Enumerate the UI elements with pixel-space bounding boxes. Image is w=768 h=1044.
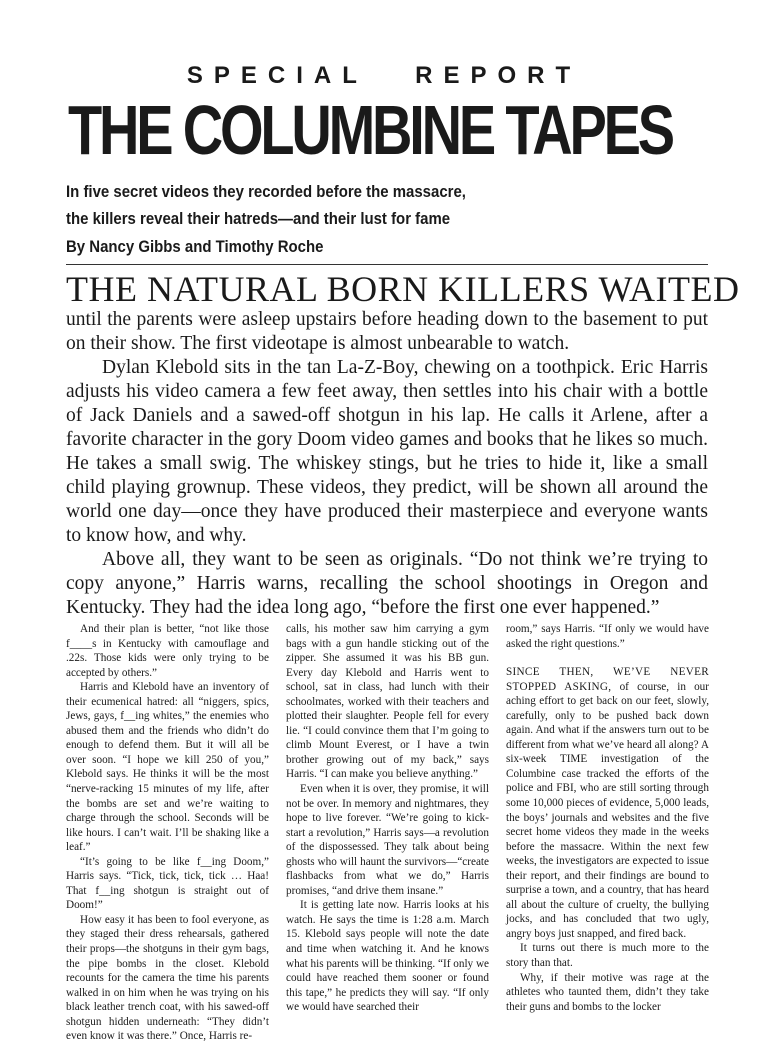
section-body: of course, in our aching effort to get back on our feet, slowly, carefully, only to be pushed back down again. And what if the answers turn out to be different from what we’ve heard all along? A six-week TIME investigation of the Columbine case tracked the efforts of the police and FBI, who are still sorting through some 10,000 pieces of evidence, 5,000 leads, the boys’ journals and websites and the five secret home videos they made in the weeks before the massacre. Within the next few weeks, the investigators are expected to issue their report, and their findings are bound to surprise a town, and a country, that has heard all about the culture of cruelty, the bullying jocks, and has concluded that two ugly, angry boys just snapped, and fired back.	[506, 680, 710, 940]
body-paragraph: room,” says Harris. “If only we would have asked the right questions.”	[506, 623, 709, 650]
lead-in-heading: THE NATURAL BORN KILLERS WAITED	[66, 269, 740, 309]
body-paragraph: Why, if their motive was rage at the athletes who taunted them, didn’t they take their guns and bombs to the locker	[506, 971, 709, 1013]
body-paragraph: Harris and Klebold have an inventory of their ecumenical hatred: all “niggers, spics, Jews, gays, f__ing whites,” the enemies who abused them and the friends who didn’t do enough to defend them. But it will all be over soon. “I hope we kill 250 of you,” Klebold says. He thinks it will be the most “nerve-racking 15 minutes of my life, after the bombs are set and we’re waiting to charge through the school. Seconds will be like hours. I can’t wait. I’ll be shaking like a leaf.”	[66, 681, 269, 854]
dek-line-2: the killers reveal their hatreds—and their lust for fame	[66, 209, 451, 228]
intro-text	[66, 308, 708, 620]
body-paragraph: “It’s going to be like f__ing Doom,” Harris says. “Tick, tick, tick, tick … Haa! That f__ing shotgun is straight out of Doom!”	[66, 855, 269, 912]
body-paragraph: And their plan is better, “not like those f____s in Kentucky with camouflage and .22s. Those kids were only trying to be accepted by others.”	[66, 623, 269, 679]
byline: By Nancy Gibbs and Timothy Roche	[66, 237, 324, 256]
body-column-2	[286, 622, 489, 1022]
body-paragraph: How easy it has been to fool everyone, as they staged their dress rehearsals, gathered their props—the shotguns in their gym bags, the pipe bombs in the closet. Klebold recounts for the camera the time his parents walked in on him when he was trying on his black leather trench coat, with his sawed-off shotgun hidden underneath: “They didn’t even know it was there.” Once, Harris re-	[66, 913, 269, 1043]
article-dek	[66, 178, 686, 232]
body-paragraph: Even when it is over, they promise, it will not be over. In memory and nightmares, they hope to live forever. “We’re going to kick-start a revolution,” Harris says—a revolution of the dispossessed. They talk about being ghosts who will haunt the survivors—“create flashbacks from what we do,” Harris promises, “and drive them insane.”	[286, 783, 489, 897]
intro-paragraph: until the parents were asleep upstairs before heading down to the basement to put on their show. The first videotape is almost unbearable to watch.	[66, 309, 708, 354]
section-paragraph	[506, 665, 709, 941]
intro-paragraph: Dylan Klebold sits in the tan La-Z-Boy, chewing on a toothpick. Eric Harris adjusts his video camera a few feet away, then settles into his chair with a bottle of Jack Daniels and a sawed-off shotgun in his lap. He calls it Arlene, after a favorite character in the gory Doom video games and books that he likes so much. He takes a small swig. The whiskey stings, but he tries to hide it, like a small child playing grownup. These videos, they predict, will be shown all around the world one day—once they have produced their masterpiece and everyone wants to know how, and why.	[66, 357, 708, 546]
body-paragraph: calls, his mother saw him carrying a gym bags with a gun handle sticking out of the zipper. She assumed it was his BB gun. Every day Klebold and Harris went to school, sat in class, had lunch with their schoolmates, worked with their teachers and plotted their slaughter. People fell for every lie. “I could convince them that I’m going to climb Mount Everest, or I have a twin brother growing out of my back,” says Harris. “I can make you believe anything.”	[286, 623, 489, 781]
body-column-1	[66, 622, 269, 1043]
body-paragraph: It turns out there is much more to the story than that.	[506, 942, 709, 970]
body-columns	[66, 622, 711, 1043]
body-column-3	[506, 622, 709, 1022]
section-kicker: SPECIAL REPORT	[186, 62, 582, 89]
header-divider	[66, 264, 708, 265]
body-paragraph: It is getting late now. Harris looks at his watch. He says the time is 1:28 a.m. March 15. Klebold says people will note the date and time when watching it. And he knows what his parents will be thinking. “If only we could have reached them sooner or found this tape,” he predicts they will say. “If only we would have searched their	[286, 899, 489, 1014]
article-headline: THE COLUMBINE TAPES	[68, 91, 672, 169]
dek-line-1: In five secret videos they recorded before the massacre,	[66, 182, 466, 201]
intro-paragraph: Above all, they want to be seen as originals. “Do not think we’re trying to copy anyone,” Harris warns, recalling the school shootings in Oregon and Kentucky. They had the idea long ago, “before the first one ever happened.”	[66, 549, 708, 618]
section-lead-in: SINCE THEN, WE’VE NEVER STOPPED ASKING,	[506, 666, 709, 693]
